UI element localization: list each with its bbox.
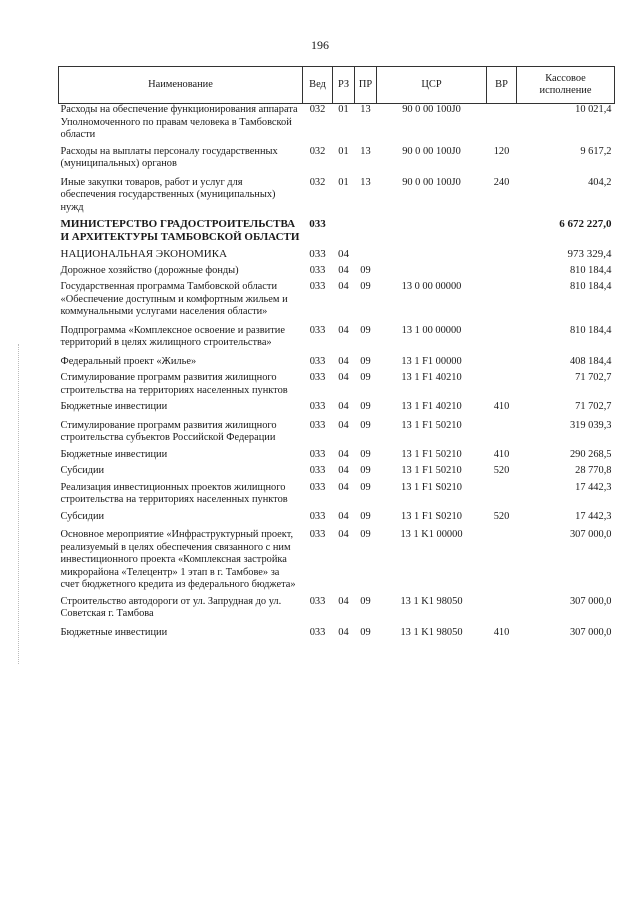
cell-ved: 033 xyxy=(309,281,326,292)
cell-pr xyxy=(355,218,377,248)
cell-amount: 6 672 227,0 xyxy=(559,218,612,230)
table-row xyxy=(59,449,615,466)
cell-rz: 04 xyxy=(338,448,349,460)
cell-pr: 09 xyxy=(360,401,371,412)
cell-pr: 09 xyxy=(360,264,371,276)
cell-pr: 09 xyxy=(360,529,371,540)
cell-ved: 033 xyxy=(309,324,326,336)
cell-ved: 032 xyxy=(309,145,326,157)
table-header-row xyxy=(59,67,615,104)
cell-rz: 04 xyxy=(338,626,349,638)
cell-csr: 13 1 F1 50210 xyxy=(401,465,462,476)
cell-pr xyxy=(355,248,377,265)
cell-amount: 408 184,4 xyxy=(569,355,612,367)
cell-amount: 319 039,3 xyxy=(569,419,612,431)
table-body xyxy=(59,104,615,646)
header-ved: Вед xyxy=(303,67,333,104)
cell-amount: 17 442,3 xyxy=(575,510,612,522)
cell-ved: 032 xyxy=(309,104,326,115)
cell-csr: 13 1 F1 40210 xyxy=(401,401,462,412)
cell-vr xyxy=(487,482,517,511)
cell-vr: 120 xyxy=(493,145,510,157)
cell-rz: 04 xyxy=(338,355,349,367)
cell-vr: 520 xyxy=(493,465,510,476)
cell-pr: 09 xyxy=(360,595,371,607)
cell-name: Бюджетные инвестиции xyxy=(60,626,168,638)
cell-vr xyxy=(487,218,517,248)
cell-ved: 033 xyxy=(309,529,326,540)
cell-amount: 290 268,5 xyxy=(569,448,612,460)
cell-pr: 09 xyxy=(360,510,371,522)
cell-amount: 810 184,4 xyxy=(569,264,612,276)
cell-csr: 13 1 F1 50210 xyxy=(401,448,462,460)
cell-vr xyxy=(487,325,517,356)
cell-name: Строительство автодороги от ул. Запрудная до ул. Советская г. Тамбова xyxy=(60,595,282,619)
cell-rz: 04 xyxy=(338,372,349,383)
cell-name: Бюджетные инвестиции xyxy=(60,448,168,460)
cell-pr: 09 xyxy=(360,448,371,460)
cell-rz: 04 xyxy=(338,595,349,607)
cell-csr xyxy=(377,265,487,282)
table-row xyxy=(59,265,615,282)
cell-vr: 410 xyxy=(493,401,510,412)
cell-csr: 13 1 00 00000 xyxy=(401,324,462,336)
cell-amount: 404,2 xyxy=(588,176,612,188)
cell-ved: 032 xyxy=(309,176,326,188)
cell-name: Бюджетные инвестиции xyxy=(60,401,168,412)
cell-rz: 04 xyxy=(338,324,349,336)
cell-ved: 033 xyxy=(309,595,326,607)
cell-csr: 13 1 F1 S0210 xyxy=(401,481,462,493)
cell-amount: 28 770,8 xyxy=(575,465,612,476)
cell-name: Стимулирование программ развития жилищного строительства субъектов Российской Федерации xyxy=(60,419,277,443)
cell-ved: 033 xyxy=(309,448,326,460)
cell-pr: 09 xyxy=(360,324,371,336)
cell-amount: 307 000,0 xyxy=(569,529,612,540)
cell-vr xyxy=(487,529,517,596)
cell-csr: 90 0 00 100J0 xyxy=(402,104,461,115)
cell-pr: 09 xyxy=(360,372,371,383)
cell-vr xyxy=(487,356,517,373)
cell-rz: 04 xyxy=(338,419,349,431)
margin-scan-mark xyxy=(18,344,22,664)
cell-csr: 90 0 00 100J0 xyxy=(402,145,461,157)
cell-rz: 04 xyxy=(338,281,349,292)
table-row xyxy=(59,372,615,401)
cell-rz: 01 xyxy=(338,145,349,157)
cell-pr: 09 xyxy=(360,626,371,638)
cell-name: Расходы на обеспечение функционирования аппарата Уполномоченного по правам человека в Тамбовской области xyxy=(60,104,298,140)
table-row xyxy=(59,627,615,646)
cell-name: Расходы на выплаты персоналу государственных (муниципальных) органов xyxy=(60,145,278,169)
cell-pr: 13 xyxy=(360,176,371,188)
cell-name: Дорожное хозяйство (дорожные фонды) xyxy=(60,264,239,276)
cell-vr xyxy=(487,104,517,146)
cell-pr: 09 xyxy=(360,481,371,493)
header-csr: ЦСР xyxy=(377,67,487,104)
table-row xyxy=(59,529,615,596)
table-row xyxy=(59,401,615,420)
cell-vr xyxy=(487,420,517,449)
cell-ved: 033 xyxy=(309,355,326,367)
header-amount: Кассовое исполнение xyxy=(517,67,615,104)
cell-vr xyxy=(487,248,517,265)
cell-name: Федеральный проект «Жилье» xyxy=(60,355,197,367)
cell-amount: 973 329,4 xyxy=(567,248,612,260)
cell-vr: 240 xyxy=(493,176,510,188)
page-number: 196 xyxy=(311,38,329,52)
cell-amount: 810 184,4 xyxy=(569,324,612,336)
table-row xyxy=(59,511,615,530)
table-row xyxy=(59,177,615,219)
cell-name: Государственная программа Тамбовской области «Обеспечение доступным и комфортным жильем и коммунальными услугами населения области» xyxy=(60,281,288,317)
cell-rz: 04 xyxy=(338,510,349,522)
cell-amount: 810 184,4 xyxy=(569,281,612,292)
table-row xyxy=(59,104,615,146)
table-row xyxy=(59,325,615,356)
cell-csr: 13 1 K1 98050 xyxy=(400,626,463,638)
cell-amount: 71 702,7 xyxy=(575,401,612,412)
cell-rz: 04 xyxy=(338,465,349,476)
budget-execution-table xyxy=(58,66,615,645)
cell-rz: 01 xyxy=(338,176,349,188)
cell-name: Подпрограмма «Комплексное освоение и развитие территорий в целях жилищного строительства» xyxy=(60,324,285,348)
table-row xyxy=(59,465,615,482)
cell-ved: 033 xyxy=(309,419,326,431)
table-row xyxy=(59,482,615,511)
cell-amount: 307 000,0 xyxy=(569,595,612,607)
cell-name: МИНИСТЕРСТВО ГРАДОСТРОИТЕЛЬСТВА И АРХИТЕКТУРЫ ТАМБОВСКОЙ ОБЛАСТИ xyxy=(60,218,300,243)
table-row xyxy=(59,146,615,177)
cell-csr: 13 0 00 00000 xyxy=(401,281,462,292)
cell-ved: 033 xyxy=(309,264,326,276)
cell-amount: 9 617,2 xyxy=(580,145,612,157)
header-name: Наименование xyxy=(59,67,303,104)
cell-vr xyxy=(487,265,517,282)
cell-amount: 10 021,4 xyxy=(575,104,612,115)
cell-name: Основное мероприятие «Инфраструктурный проект, реализуемый в целях обеспечения связанного с ним инвестиционного проекта «Комплексная застройка микрорайона «Телецентр» 1 этап в г. Тамбове» за счет бюджетного кредита из федерального бюджета» xyxy=(60,529,296,590)
cell-pr: 09 xyxy=(360,281,371,292)
table-row xyxy=(59,281,615,325)
cell-ved: 033 xyxy=(309,401,326,412)
cell-vr xyxy=(487,281,517,325)
header-rz: РЗ xyxy=(333,67,355,104)
cell-ved: 033 xyxy=(309,218,326,230)
cell-ved: 033 xyxy=(309,510,326,522)
cell-name: НАЦИОНАЛЬНАЯ ЭКОНОМИКА xyxy=(60,248,228,260)
cell-amount: 307 000,0 xyxy=(569,626,612,638)
cell-name: Реализация инвестиционных проектов жилищного строительства на территориях населенных пунктов xyxy=(60,481,288,505)
cell-name: Субсидии xyxy=(60,510,105,522)
cell-name: Стимулирование программ развития жилищного строительства на территориях населенных пунктов xyxy=(60,372,288,396)
cell-csr: 13 1 F1 50210 xyxy=(401,419,462,431)
cell-rz: 01 xyxy=(338,104,349,115)
cell-csr xyxy=(377,218,487,248)
cell-csr: 13 1 F1 40210 xyxy=(401,372,462,383)
cell-amount: 71 702,7 xyxy=(575,372,612,383)
table-row xyxy=(59,218,615,248)
cell-ved: 033 xyxy=(309,372,326,383)
cell-ved: 033 xyxy=(309,248,326,260)
table-row xyxy=(59,420,615,449)
header-pr: ПР xyxy=(355,67,377,104)
cell-pr: 09 xyxy=(360,419,371,431)
table-row xyxy=(59,248,615,265)
cell-amount: 17 442,3 xyxy=(575,481,612,493)
cell-rz: 04 xyxy=(338,264,349,276)
cell-ved: 033 xyxy=(309,626,326,638)
cell-vr: 410 xyxy=(493,626,510,638)
cell-vr xyxy=(487,372,517,401)
cell-pr: 13 xyxy=(360,104,371,115)
cell-csr: 13 1 K1 98050 xyxy=(400,595,463,607)
cell-csr: 13 1 K1 00000 xyxy=(400,529,463,540)
cell-pr: 09 xyxy=(360,465,371,476)
cell-csr: 13 1 F1 00000 xyxy=(401,355,462,367)
cell-ved: 033 xyxy=(309,481,326,493)
cell-pr: 09 xyxy=(360,355,371,367)
table-row xyxy=(59,596,615,627)
cell-name: Иные закупки товаров, работ и услуг для обеспечения государственных (муниципальных) нужд xyxy=(60,176,276,213)
cell-rz xyxy=(333,218,355,248)
cell-ved: 033 xyxy=(309,465,326,476)
cell-name: Субсидии xyxy=(60,465,105,476)
cell-rz: 04 xyxy=(338,248,349,260)
cell-rz: 04 xyxy=(338,529,349,540)
cell-csr xyxy=(377,248,487,265)
cell-vr: 520 xyxy=(493,510,510,522)
cell-csr: 90 0 00 100J0 xyxy=(402,176,461,188)
header-vr: ВР xyxy=(487,67,517,104)
cell-pr: 13 xyxy=(360,145,371,157)
cell-rz: 04 xyxy=(338,481,349,493)
cell-csr: 13 1 F1 S0210 xyxy=(401,510,462,522)
cell-vr xyxy=(487,596,517,627)
cell-vr: 410 xyxy=(493,448,510,460)
table-row xyxy=(59,356,615,373)
cell-rz: 04 xyxy=(338,401,349,412)
